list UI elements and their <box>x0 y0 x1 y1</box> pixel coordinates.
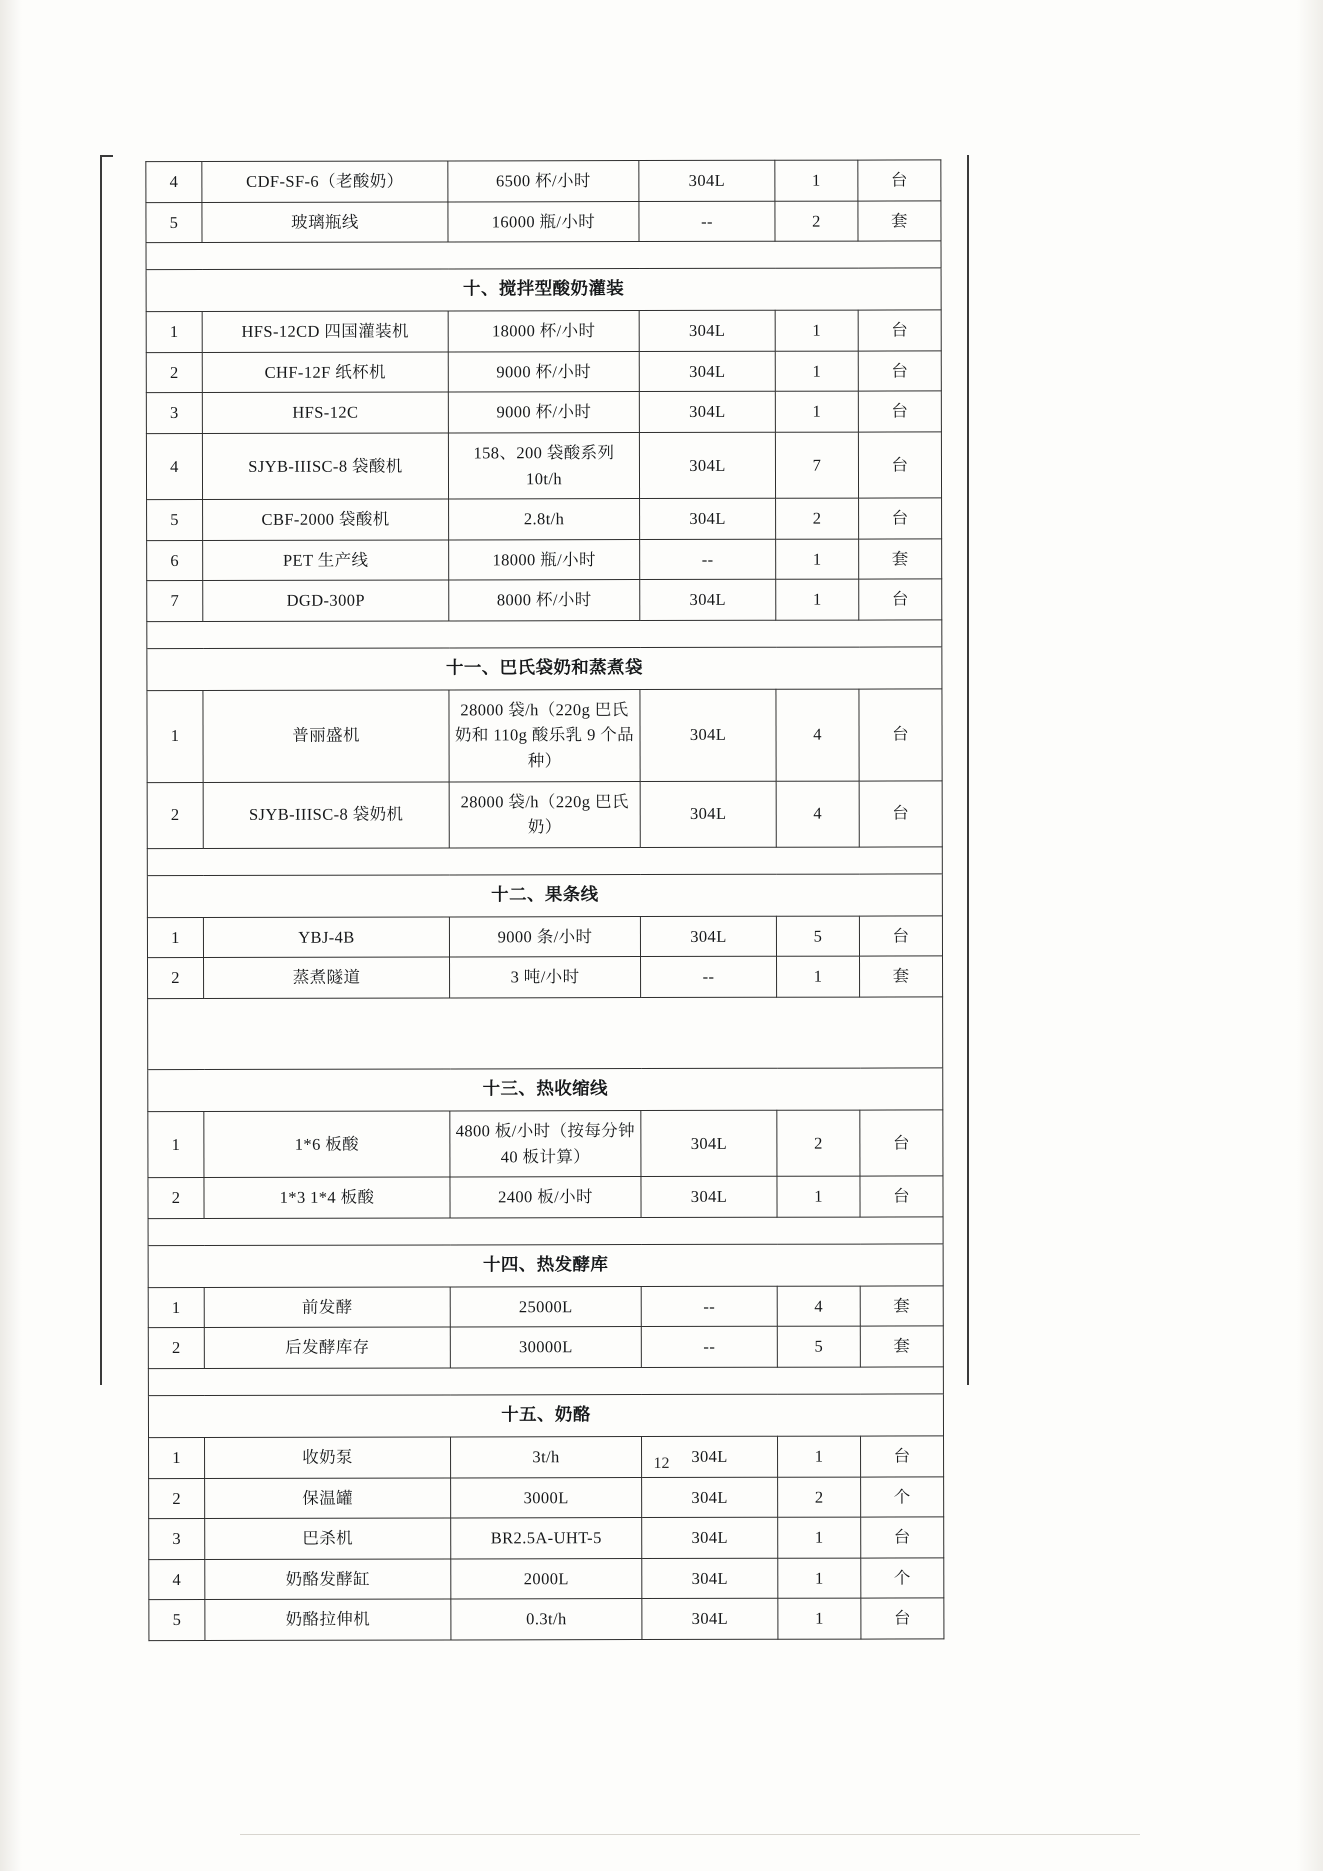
table-row <box>148 1326 943 1368</box>
cell-index: 4 <box>146 161 202 202</box>
section-header-row <box>147 874 942 918</box>
table-container <box>145 159 943 1641</box>
table-spacer-cell <box>147 847 942 876</box>
cell-spec: 9000 条/小时 <box>449 916 640 957</box>
table-spacer-row <box>147 620 942 649</box>
cell-unit: 套 <box>860 956 943 997</box>
cell-unit: 台 <box>861 1598 944 1639</box>
cell-name: 玻璃瓶线 <box>202 202 448 243</box>
table-spacer-cell <box>148 997 943 1070</box>
cell-spec: 9000 杯/小时 <box>448 351 639 392</box>
cell-spec: 2000L <box>451 1558 642 1599</box>
cell-spec: BR2.5A-UHT-5 <box>451 1518 642 1559</box>
cell-material: 304L <box>640 579 776 620</box>
cell-quantity: 2 <box>777 1110 860 1176</box>
cell-name: 普丽盛机 <box>203 690 449 782</box>
cell-material: 304L <box>640 689 776 781</box>
cell-spec: 3000L <box>451 1477 642 1518</box>
table-row <box>146 160 941 202</box>
cell-unit: 个 <box>861 1477 944 1518</box>
cell-spec: 3t/h <box>451 1437 642 1478</box>
cell-name: SJYB-IIISC-8 袋奶机 <box>203 782 449 849</box>
cell-unit: 台 <box>860 1176 943 1217</box>
cell-quantity: 1 <box>775 160 858 201</box>
table-row <box>147 916 942 958</box>
section-header-row <box>146 268 941 312</box>
page-number: 12 <box>653 1455 670 1472</box>
cell-material: 304L <box>639 392 775 433</box>
cell-spec: 30000L <box>450 1327 641 1368</box>
table-row <box>148 1110 943 1178</box>
cell-material: -- <box>640 539 776 580</box>
equipment-table <box>145 159 944 1641</box>
table-spacer-cell <box>147 620 942 649</box>
cell-material: 304L <box>639 160 775 201</box>
cell-unit: 台 <box>859 689 942 781</box>
cell-index: 4 <box>146 433 202 499</box>
table-row <box>149 1558 944 1600</box>
section-title: 十五、奶酪 <box>148 1394 943 1438</box>
cell-quantity: 1 <box>778 1517 861 1558</box>
cell-quantity: 2 <box>775 201 858 242</box>
cell-index: 1 <box>149 1438 205 1479</box>
cell-index: 4 <box>149 1559 205 1600</box>
cell-quantity: 1 <box>777 956 860 997</box>
cell-quantity: 1 <box>778 1598 861 1639</box>
cell-index: 1 <box>148 1287 204 1328</box>
cell-name: CBF-2000 袋酸机 <box>203 499 449 540</box>
cell-material: 304L <box>642 1518 778 1559</box>
section-header-row <box>148 1068 943 1112</box>
cell-spec: 9000 杯/小时 <box>448 392 639 433</box>
table-spacer-row <box>148 997 943 1070</box>
table-row <box>149 1517 944 1559</box>
cell-name: 1*6 板酸 <box>204 1111 450 1178</box>
cell-quantity: 5 <box>777 1327 860 1368</box>
cell-unit: 台 <box>859 780 942 846</box>
section-title: 十四、热发酵库 <box>148 1244 943 1288</box>
cell-unit: 台 <box>858 351 941 392</box>
cell-index: 3 <box>146 393 202 434</box>
cell-index: 2 <box>148 1328 204 1369</box>
cell-material: -- <box>641 1327 777 1368</box>
cell-unit: 套 <box>860 1326 943 1367</box>
cell-unit: 台 <box>859 916 942 957</box>
cell-material: 304L <box>639 351 775 392</box>
cell-material: 304L <box>641 1110 777 1176</box>
cell-unit: 个 <box>861 1558 944 1599</box>
cell-name: YBJ-4B <box>203 917 449 958</box>
cell-spec: 2.8t/h <box>449 499 640 540</box>
cell-name: HFS-12CD 四国灌装机 <box>202 311 448 352</box>
cell-quantity: 1 <box>778 1436 861 1477</box>
cell-material: 304L <box>639 311 775 352</box>
cell-quantity: 2 <box>778 1477 861 1518</box>
table-row <box>147 539 942 581</box>
table-row <box>148 1176 943 1218</box>
cell-unit: 台 <box>861 1436 944 1477</box>
cell-spec: 18000 杯/小时 <box>448 311 639 352</box>
cell-index: 5 <box>146 202 202 243</box>
section-header-row <box>147 647 942 691</box>
section-header-row <box>148 1394 943 1438</box>
section-title: 十三、热收缩线 <box>148 1068 943 1112</box>
cell-name: 1*3 1*4 板酸 <box>204 1177 450 1218</box>
cell-material: 304L <box>639 432 775 498</box>
section-title: 十二、果条线 <box>147 874 942 918</box>
scan-edge-right <box>1297 0 1323 1871</box>
cell-index: 1 <box>146 312 202 353</box>
table-row <box>147 780 942 848</box>
cell-quantity: 1 <box>778 1558 861 1599</box>
scan-artifact-line <box>240 1834 1140 1835</box>
cell-unit: 套 <box>858 200 941 241</box>
cell-name: DGD-300P <box>203 580 449 621</box>
cell-quantity: 4 <box>776 781 859 847</box>
cell-spec: 25000L <box>450 1286 641 1327</box>
table-row <box>146 200 941 242</box>
cell-index: 3 <box>149 1519 205 1560</box>
table-spacer-cell <box>148 1217 943 1246</box>
cell-name: CDF-SF-6（老酸奶） <box>202 161 448 202</box>
cell-material: 304L <box>640 498 776 539</box>
cell-unit: 套 <box>860 1286 943 1327</box>
cell-spec: 4800 板/小时（按每分钟 40 板计算） <box>450 1111 641 1178</box>
table-row <box>146 310 941 352</box>
cell-name: HFS-12C <box>202 392 448 433</box>
cell-unit: 台 <box>858 160 941 201</box>
table-row <box>148 1286 943 1328</box>
scan-edge-left <box>0 0 22 1871</box>
cell-spec: 6500 杯/小时 <box>448 161 639 202</box>
table-spacer-row <box>148 1367 943 1396</box>
cell-unit: 台 <box>858 310 941 351</box>
table-row <box>146 432 941 500</box>
cell-unit: 台 <box>860 1110 943 1176</box>
cell-quantity: 7 <box>775 432 858 498</box>
cell-material: 304L <box>642 1436 778 1477</box>
table-row <box>146 351 941 393</box>
table-row <box>149 1598 944 1640</box>
cell-name: 后发酵库存 <box>204 1327 450 1368</box>
cell-index: 1 <box>147 917 203 958</box>
cell-name: SJYB-IIISC-8 袋酸机 <box>202 433 448 500</box>
cell-unit: 台 <box>859 579 942 620</box>
cell-spec: 18000 瓶/小时 <box>449 539 640 580</box>
cell-index: 2 <box>147 782 203 848</box>
cell-spec: 8000 杯/小时 <box>449 580 640 621</box>
table-row <box>148 956 943 998</box>
cell-quantity: 4 <box>776 689 859 781</box>
table-row <box>146 391 941 433</box>
cell-material: 304L <box>641 1176 777 1217</box>
cell-index: 2 <box>148 958 204 999</box>
table-row <box>147 498 942 540</box>
cell-quantity: 4 <box>777 1286 860 1327</box>
cell-name: 保温罐 <box>205 1478 451 1519</box>
equipment-table-body <box>146 160 944 1641</box>
cell-name: 奶酪拉伸机 <box>205 1599 451 1640</box>
cell-index: 7 <box>147 581 203 622</box>
cell-name: 奶酪发酵缸 <box>205 1559 451 1600</box>
section-title: 十一、巴氏袋奶和蒸煮袋 <box>147 647 942 691</box>
cell-material: -- <box>641 1286 777 1327</box>
cell-quantity: 1 <box>775 310 858 351</box>
cell-material: -- <box>641 957 777 998</box>
table-row <box>147 579 942 621</box>
table-row <box>149 1477 944 1519</box>
cell-unit: 套 <box>859 539 942 580</box>
cell-unit: 台 <box>861 1517 944 1558</box>
cell-unit: 台 <box>858 391 941 432</box>
cell-spec: 2400 板/小时 <box>450 1177 641 1218</box>
cell-material: 304L <box>642 1599 778 1640</box>
cell-material: 304L <box>640 916 776 957</box>
cell-quantity: 1 <box>776 579 859 620</box>
cell-material: 304L <box>640 781 776 847</box>
cell-material: 304L <box>642 1558 778 1599</box>
table-spacer-row <box>147 847 942 876</box>
table-spacer-cell <box>146 241 941 270</box>
cell-spec: 16000 瓶/小时 <box>448 201 639 242</box>
cell-spec: 28000 袋/h（220g 巴氏奶） <box>449 781 640 848</box>
table-spacer-row <box>146 241 941 270</box>
table-row <box>147 689 942 782</box>
cell-material: -- <box>639 201 775 242</box>
cell-name: PET 生产线 <box>203 540 449 581</box>
table-spacer-row <box>148 1217 943 1246</box>
cell-material: 304L <box>642 1477 778 1518</box>
cell-quantity: 2 <box>776 498 859 539</box>
cell-index: 2 <box>146 352 202 393</box>
cell-spec: 28000 袋/h（220g 巴氏奶和 110g 酸乐乳 9 个品种） <box>449 689 640 781</box>
table-spacer-cell <box>148 1367 943 1396</box>
cell-spec: 158、200 袋酸系列 10t/h <box>448 432 639 499</box>
cell-index: 5 <box>149 1600 205 1641</box>
cell-unit: 台 <box>859 498 942 539</box>
cell-name: CHF-12F 纸杯机 <box>202 352 448 393</box>
cell-unit: 台 <box>858 432 941 498</box>
cell-index: 6 <box>147 540 203 581</box>
cell-quantity: 1 <box>775 351 858 392</box>
cell-index: 5 <box>147 500 203 541</box>
cell-name: 收奶泵 <box>205 1437 451 1478</box>
cell-index: 1 <box>147 690 203 782</box>
cell-quantity: 1 <box>777 1176 860 1217</box>
cell-index: 2 <box>149 1478 205 1519</box>
section-header-row <box>148 1244 943 1288</box>
cell-index: 2 <box>148 1178 204 1219</box>
cell-name: 前发酵 <box>204 1287 450 1328</box>
section-title: 十、搅拌型酸奶灌装 <box>146 268 941 312</box>
cell-index: 1 <box>148 1112 204 1178</box>
cell-quantity: 1 <box>776 539 859 580</box>
cell-spec: 0.3t/h <box>451 1599 642 1640</box>
cell-name: 巴杀机 <box>205 1518 451 1559</box>
cell-quantity: 5 <box>776 916 859 957</box>
cell-name: 蒸煮隧道 <box>204 957 450 998</box>
cell-spec: 3 吨/小时 <box>450 957 641 998</box>
cell-quantity: 1 <box>775 391 858 432</box>
